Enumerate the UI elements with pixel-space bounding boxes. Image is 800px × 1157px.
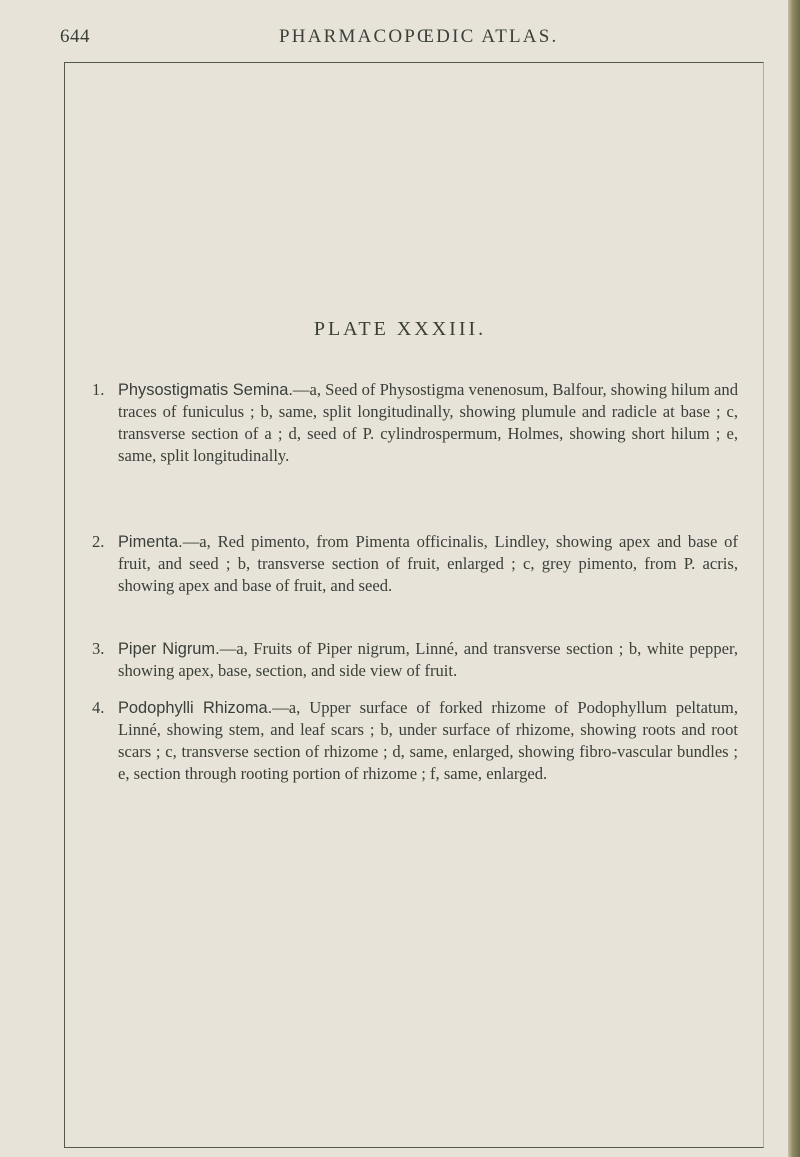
entry-name: Podophylli Rhizoma. (118, 699, 273, 717)
entry-number: 4. (92, 698, 105, 717)
entry-name: Physostigmatis Semina. (118, 381, 293, 399)
page-header (60, 26, 760, 56)
page-number: 644 (60, 26, 90, 47)
entry-number: 3. (92, 639, 105, 658)
book-binding-edge (788, 0, 800, 1157)
entry-number: 1. (92, 380, 105, 399)
plate-entry (92, 379, 738, 467)
plate-entry (92, 697, 738, 785)
entry-description: —a, Seed of Physostigma venenosum, Balfour, showing hilum and traces of funiculus ; b, same, split longitudinally, showing plumule and radicle at base ; c, transverse section of a ; d, seed of P. cylindrospermum, Holmes, showing short hilum ; e, same, split longitudinally. (118, 380, 738, 465)
plate-entry (92, 531, 738, 597)
entry-description: —a, Upper surface of forked rhizome of Podophyllum peltatum, Linné, showing stem, and leaf scars ; b, under surface of rhizome, showing roots and root scars ; c, transverse section of rhizome ; d, same, enlarged, showing fibro-vascular bundles ; e, section through rooting portion of rhizome ; f, same, enlarged. (118, 698, 738, 783)
entry-number: 2. (92, 532, 105, 551)
running-head: PHARMACOPŒDIC ATLAS. (279, 26, 559, 47)
entry-description: —a, Fruits of Piper nigrum, Linné, and transverse section ; b, white pepper, showing apex, base, section, and side view of fruit. (118, 639, 738, 680)
plate-entry (92, 638, 738, 682)
plate-title: PLATE XXXIII. (313, 318, 487, 340)
entry-description: —a, Red pimento, from Pimenta officinalis, Lindley, showing apex and base of fruit, and seed ; b, transverse section of fruit, enlarged ; c, grey pimento, from P. acris, showing apex and base of fruit, and seed. (118, 532, 738, 595)
plate-frame (64, 62, 764, 1148)
entry-name: Piper Nigrum. (118, 640, 220, 658)
entry-name: Pimenta. (118, 533, 183, 551)
